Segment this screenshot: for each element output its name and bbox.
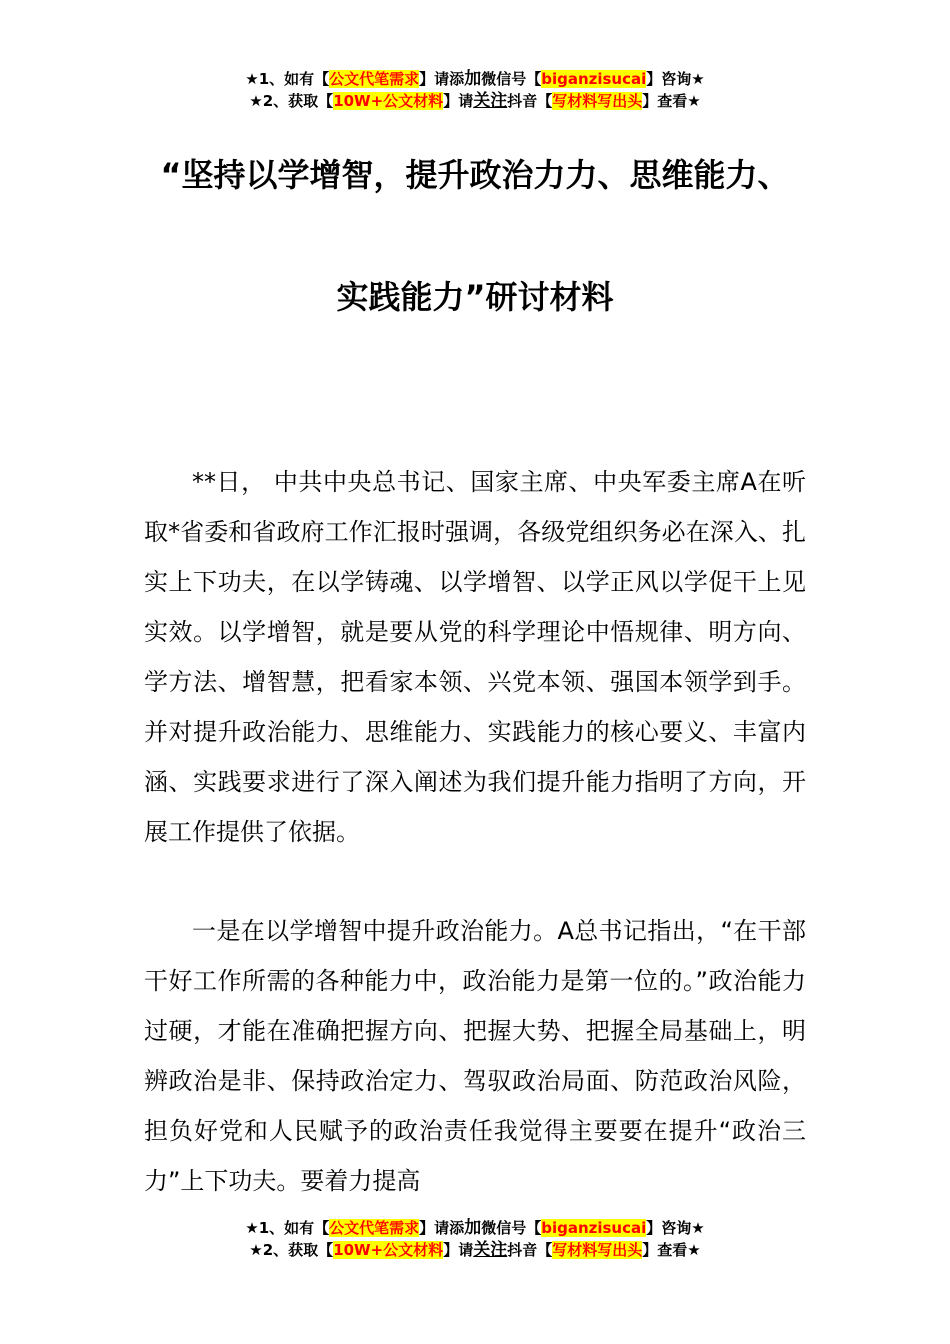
banner-line-2 xyxy=(0,90,950,112)
banner-text: 】请添 xyxy=(419,70,465,88)
banner-text: 】咨询★ xyxy=(646,1219,705,1237)
banner-text: 】请添 xyxy=(419,1219,465,1237)
banner-text: 】请 xyxy=(443,92,474,110)
banner-line-2 xyxy=(0,1239,950,1261)
banner-text: ★2、获取【 xyxy=(249,92,334,110)
paragraph-2 xyxy=(144,906,806,1206)
banner-text: 】查看★ xyxy=(642,92,701,110)
banner-highlight: biganzisucai xyxy=(541,70,647,88)
banner-text: 微信号【 xyxy=(481,1219,542,1237)
banner-text: 加 xyxy=(464,1218,482,1238)
banner-text: 微信号【 xyxy=(481,70,542,88)
banner-text: 关注 xyxy=(473,91,508,111)
banner-line-1 xyxy=(0,1217,950,1239)
banner-text: 抖音【 xyxy=(507,92,553,110)
banner-text: 加 xyxy=(464,69,482,89)
banner-text: 】请 xyxy=(443,1241,474,1259)
banner-text: 抖音【 xyxy=(507,1241,553,1259)
bottom-banner xyxy=(0,1217,950,1261)
banner-highlight: 10W+公文材料 xyxy=(333,1241,444,1259)
paragraph-text: 一是在以学增智中提升政治能力。A总书记指出，“在干部干好工作所需的各种能力中，政治能力是第一位的。”政治能力过硬，才能在准确把握方向、把握大势、把握全局基础上，明辨政治是非、保持政治定力、驾驭政治局面、防范政治风险，担负好党和人民赋予的政治责任我觉得主要要在提升“政治三力”上下功夫。要着力提高 xyxy=(144,917,806,1195)
document-title-line-2: 实践能力”研讨材料 xyxy=(336,278,614,316)
banner-line-1 xyxy=(0,68,950,90)
document-title-line-1: “坚持以学增智，提升政治力力、思维能力、 xyxy=(160,156,790,194)
banner-text: 】查看★ xyxy=(642,1241,701,1259)
banner-text: ★1、如有【 xyxy=(245,1219,330,1237)
banner-highlight: 写材料写出头 xyxy=(552,92,643,110)
top-banner xyxy=(0,68,950,112)
banner-highlight: 10W+公文材料 xyxy=(333,92,444,110)
banner-highlight: 写材料写出头 xyxy=(552,1241,643,1259)
banner-highlight: 公文代笔需求 xyxy=(329,1219,420,1237)
banner-text: 】咨询★ xyxy=(646,70,705,88)
banner-text: ★2、获取【 xyxy=(249,1241,334,1259)
paragraph-text: **日， 中共中央总书记、国家主席、中央军委主席A在听取*省委和省政府工作汇报时强调，各级党组织务必在深入、扎实上下功夫，在以学铸魂、以学增智、以学正风以学促干上见实效。以学增智，就是要从党的科学理论中悟规律、明方向、学方法、增智慧，把看家本领、兴党本领、强国本领学到手。并对提升政治能力、思维能力、实践能力的核心要义、丰富内涵、实践要求进行了深入阐述为我们提升能力指明了方向，开展工作提供了依据。 xyxy=(144,468,806,846)
banner-highlight: 公文代笔需求 xyxy=(329,70,420,88)
banner-text: 关注 xyxy=(473,1240,508,1260)
paragraph-1 xyxy=(144,457,806,857)
banner-highlight: biganzisucai xyxy=(541,1219,647,1237)
banner-text: ★1、如有【 xyxy=(245,70,330,88)
